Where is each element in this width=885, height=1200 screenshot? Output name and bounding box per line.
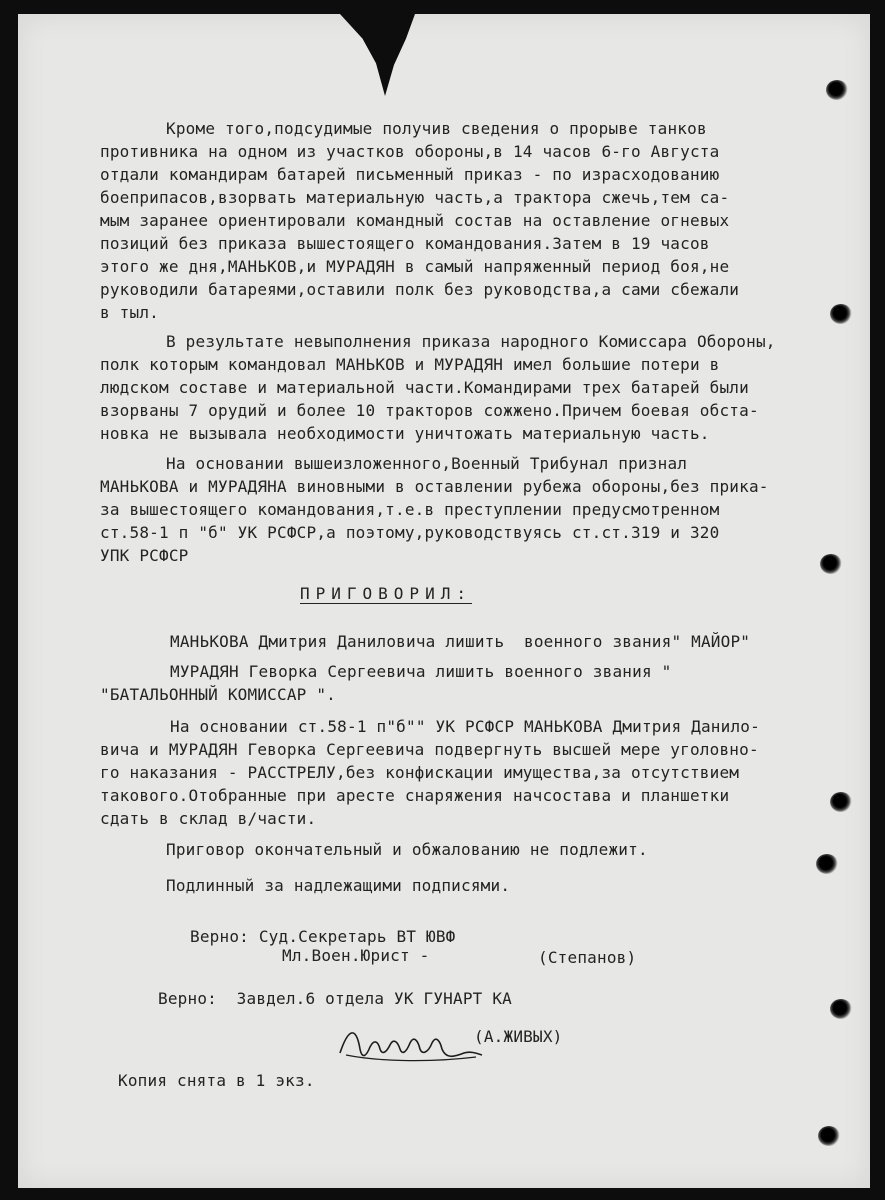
- certification-name: (А.ЖИВЫХ): [474, 1027, 563, 1046]
- text-line: новка не вызывала необходимости уничтожать материальную часть.: [100, 424, 710, 443]
- text-line: МАНЬКОВА и МУРАДЯНА виновными в оставлении рубежа обороны,без прика-: [100, 477, 769, 496]
- text-line: за вышестоящего командования,т.е.в преступлении предусмотренном: [100, 500, 720, 519]
- text-line: го наказания - РАССТРЕЛУ,без конфискации имущества,за отсутствием: [100, 763, 740, 782]
- text-line: в тыл.: [100, 303, 159, 322]
- certification-line: Верно: Суд.Секретарь ВТ ЮВФ: [190, 927, 456, 946]
- certification-name: (Степанов): [538, 948, 637, 967]
- text-line: противника на одном из участков обороны,в 14 часов 6-го Августа: [100, 142, 720, 161]
- text-line: людском составе и материальной части.Командирами трех батарей были: [100, 378, 749, 397]
- document-text: [18, 14, 870, 1188]
- text-line: такового.Отобранные при аресте снаряжения начсостава и планшетки: [100, 786, 730, 805]
- text-line: Кроме того,подсудимые получив сведения о прорыве танков: [166, 119, 707, 138]
- text-line: сдать в склад в/части.: [100, 809, 317, 828]
- text-line: В результате невыполнения приказа народного Комиссара Обороны,: [166, 332, 776, 351]
- verdict-heading: ПРИГОВОРИЛ:: [300, 584, 472, 603]
- text-line: МУРАДЯН Геворка Сергеевича лишить военного звания ": [170, 662, 672, 681]
- text-line: взорваны 7 орудий и более 10 тракторов сожжено.Причем боевая обста-: [100, 401, 759, 420]
- text-line: ст.58-1 п "б" УК РСФСР,а поэтому,руководствуясь ст.ст.319 и 320: [100, 523, 720, 542]
- text-line: На основании вышеизложенного,Военный Трибунал признал: [166, 454, 688, 473]
- text-line: вича и МУРАДЯН Геворка Сергеевича подвергнуть высшей мере уголовно-: [100, 740, 759, 759]
- text-line: "БАТАЛЬОННЫЙ КОМИССАР ".: [100, 685, 336, 704]
- certification-line: Мл.Воен.Юрист -: [282, 946, 430, 965]
- text-line: позиций без приказа вышестоящего командования.Затем в 19 часов: [100, 234, 710, 253]
- text-line: руководили батареями,оставили полк без руководства,а сами сбежали: [100, 280, 740, 299]
- text-line: боеприпасов,взорвать материальную часть,а трактора сжечь,тем са-: [100, 188, 730, 207]
- text-line: полк которым командовал МАНЬКОВ и МУРАДЯН имел большие потери в: [100, 355, 720, 374]
- text-line: этого же дня,МАНЬКОВ,и МУРАДЯН в самый напряженный период боя,не: [100, 257, 730, 276]
- text-line: УПК РСФСР: [100, 546, 189, 565]
- text-line: Подлинный за надлежащими подписями.: [166, 876, 511, 895]
- certification-line: Верно: Завдел.6 отдела УК ГУНАРТ КА: [158, 989, 512, 1008]
- text-line: отдали командирам батарей письменный приказ - по израсходованию: [100, 165, 720, 184]
- copy-note: Копия снята в 1 экз.: [118, 1071, 315, 1090]
- text-line: Приговор окончательный и обжалованию не подлежит.: [166, 840, 648, 859]
- document-page: [18, 14, 870, 1188]
- text-line: На основании ст.58-1 п"б"" УК РСФСР МАНЬКОВА Дмитрия Данило-: [170, 717, 760, 736]
- text-line: МАНЬКОВА Дмитрия Даниловича лишить военного звания" МАЙОР": [170, 632, 751, 651]
- text-line: мым заранее ориентировали командный состав на оставление огневых: [100, 211, 730, 230]
- handwritten-signature: [336, 1019, 486, 1069]
